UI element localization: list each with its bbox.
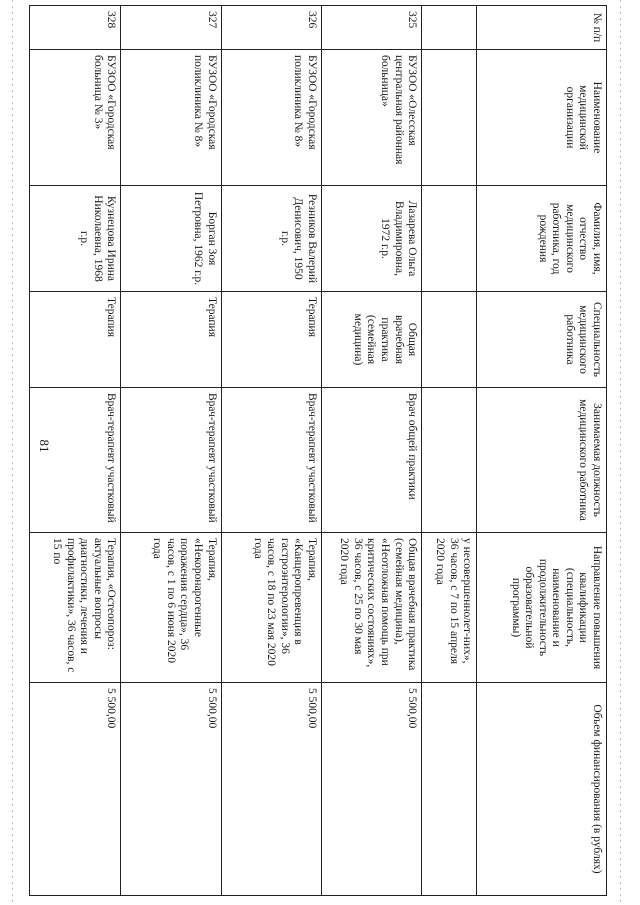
cell-num: 325 <box>321 6 421 50</box>
table-row <box>221 6 321 896</box>
cell-specialty: Терапия <box>30 292 121 388</box>
header-cell-org: Наименование медицинской организации <box>477 50 607 186</box>
table-row <box>121 6 221 896</box>
cell-program: Общая врачебная практика (семейная медицина), «Неотложная помощь при критических состояниях», 36 часов, с 25 по 30 мая 2020 года <box>321 533 421 683</box>
table-header-row <box>477 6 607 896</box>
cell-position: Врач-терапевт участковый <box>121 388 221 533</box>
cell-program: Терапия, «Канцеропревенция в гастроэнтерологии», 36 часов, с 18 по 23 мая 2020 года <box>221 533 321 683</box>
header-cell-name: Фамилия, имя, отчество медицинского работника, год рождения <box>477 186 607 292</box>
cell-specialty: Терапия <box>221 292 321 388</box>
cell-org: БУЗОО «Олесская центральная районная больница» <box>321 50 421 186</box>
cell-org: БУЗОО «Городская поликлиника № 8» <box>121 50 221 186</box>
cell-amount: 5 500,00 <box>321 683 421 896</box>
cell-num: 328 <box>30 6 121 50</box>
cell-name: Борган Зоя Петровна, 1962 г.р. <box>121 186 221 292</box>
cell-amount: 5 500,00 <box>221 683 321 896</box>
page-number: 81 <box>37 439 52 453</box>
cell-program: Терапия, «Некоронарогенные поражения сердца», 36 часов, с 1 по 6 июня 2020 года <box>121 533 221 683</box>
scan-artifact-line <box>12 0 13 905</box>
cell-program: Терапия, «Остеопороз: актуальные вопросы диагностики, лечения и профилактики», 36 часов, с 15 по <box>30 533 121 683</box>
scan-artifact-line <box>620 0 621 905</box>
cell-position: Врач общей практики <box>321 388 421 533</box>
header-cell-position: Занимаемая должность медицинского работника <box>477 388 607 533</box>
table-cell <box>422 292 477 388</box>
cell-amount: 5 500,00 <box>30 683 121 896</box>
header-cell-amount: Объем финансирования (в рублях) <box>477 683 607 896</box>
cell-specialty: Общая врачебная практика (семейная медицина) <box>321 292 421 388</box>
cell-num: 327 <box>121 6 221 50</box>
cell-name: Лазарева Ольга Владимировна, 1972 г.р. <box>321 186 421 292</box>
cell-name: Резников Валерий Денисович, 1950 г.р. <box>221 186 321 292</box>
cell-name: Кузнецова Ирина Николаевна, 1968 г.р. <box>30 186 121 292</box>
rotated-table-wrapper <box>29 5 607 895</box>
cell-specialty: Терапия <box>121 292 221 388</box>
table-cell <box>422 50 477 186</box>
table-row <box>321 6 421 896</box>
table-row <box>30 6 121 896</box>
cell-amount: 5 500,00 <box>121 683 221 896</box>
cell-position: Врач-терапевт участковый <box>221 388 321 533</box>
header-cell-num: № п/п <box>477 6 607 50</box>
continuation-row <box>422 6 477 896</box>
header-cell-program: Направление повышения квалификации (специальность, наименование и продолжительность образовательной программы) <box>477 533 607 683</box>
cell-program: у несовершеннолет-них», 36 часов, с 7 по 15 апреля 2020 года <box>422 533 477 683</box>
table-cell <box>422 683 477 896</box>
cell-org: БУЗОО «Городская поликлиника № 8» <box>221 50 321 186</box>
cell-org: БУЗОО «Городская больница № 3» <box>30 50 121 186</box>
cell-num: 326 <box>221 6 321 50</box>
header-cell-specialty: Специальность медицинского работника <box>477 292 607 388</box>
cell-position: Врач-терапевт участковый <box>30 388 121 533</box>
table-cell <box>422 186 477 292</box>
table-cell <box>422 388 477 533</box>
table-cell <box>422 6 477 50</box>
qualification-table <box>29 5 607 896</box>
